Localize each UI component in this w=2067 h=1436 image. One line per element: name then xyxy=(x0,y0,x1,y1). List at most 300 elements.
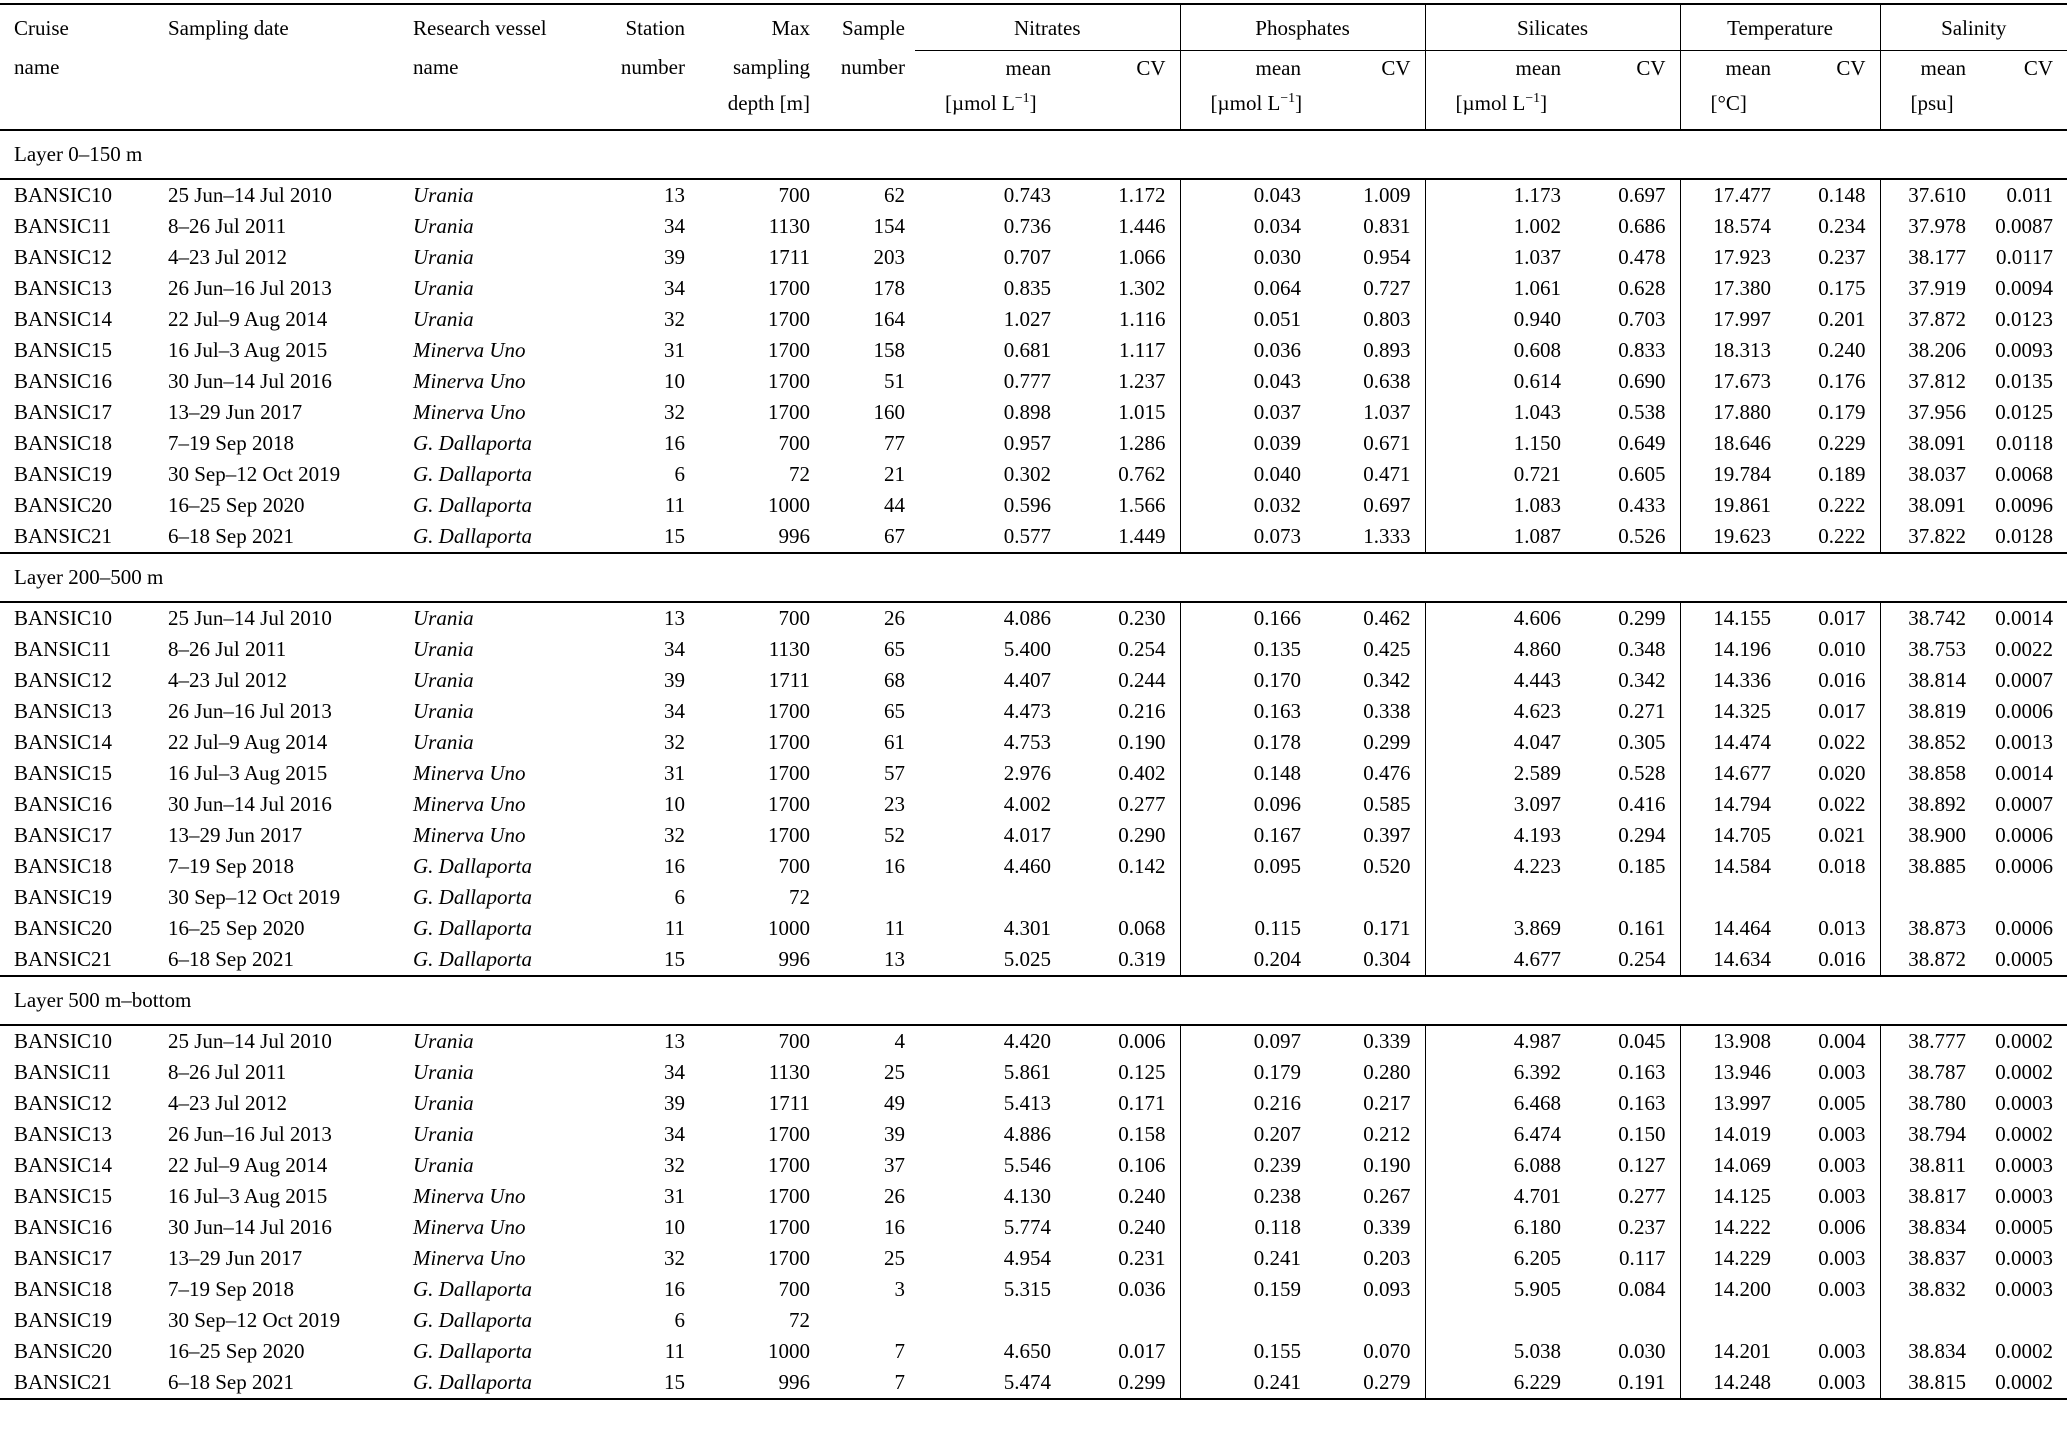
cell-cruise-name: BANSIC11 xyxy=(14,214,112,238)
cell-nitrates-mean: 5.413 xyxy=(1003,1091,1051,1115)
cell-temperature-cv: 0.175 xyxy=(1818,276,1866,300)
cell-temperature-mean xyxy=(1680,882,1785,913)
cell-nitrates-cv: 0.402 xyxy=(1118,761,1166,785)
header-station-number: number xyxy=(620,55,685,79)
header-row-units xyxy=(0,88,2067,130)
cell-nitrates-cv: 0.142 xyxy=(1118,854,1166,878)
cell-temperature-mean: 17.923 xyxy=(1680,242,1785,273)
cell-salinity-mean: 37.812 xyxy=(1880,366,1980,397)
cell-salinity-mean: 38.832 xyxy=(1880,1274,1980,1305)
cell-temperature-cv: 0.003 xyxy=(1818,1122,1866,1146)
cell-station-number: 31 xyxy=(664,338,685,362)
cell-station-number: 16 xyxy=(664,431,685,455)
cell-sample-number: 25 xyxy=(884,1246,905,1270)
section-row xyxy=(0,553,2067,602)
table-row xyxy=(0,882,2067,913)
cell-station-number: 31 xyxy=(664,1184,685,1208)
cell-phosphates-mean: 0.135 xyxy=(1180,634,1315,665)
cell-station-number: 16 xyxy=(664,1277,685,1301)
cell-phosphates-mean: 0.159 xyxy=(1180,1274,1315,1305)
cell-max-depth: 1130 xyxy=(768,214,810,238)
cell-vessel-name: G. Dallaporta xyxy=(413,1339,533,1363)
cell-station-number: 32 xyxy=(664,307,685,331)
cell-phosphates-cv: 0.520 xyxy=(1363,854,1411,878)
cell-vessel-name: G. Dallaporta xyxy=(413,524,533,548)
cell-nitrates-mean: 4.407 xyxy=(1003,668,1051,692)
cell-temperature-mean: 19.784 xyxy=(1680,459,1785,490)
cell-salinity-cv: 0.0128 xyxy=(1995,524,2054,548)
cell-phosphates-mean: 0.040 xyxy=(1180,459,1315,490)
cell-cruise-name: BANSIC21 xyxy=(14,947,113,971)
cell-max-depth: 1711 xyxy=(768,245,810,269)
cell-max-depth: 1130 xyxy=(768,1060,810,1084)
cell-temperature-cv: 0.004 xyxy=(1818,1029,1866,1053)
table-row xyxy=(0,789,2067,820)
cell-sample-number: 61 xyxy=(884,730,905,754)
cell-cruise-name: BANSIC13 xyxy=(14,1122,113,1146)
section-title: Layer 200–500 m xyxy=(0,553,2067,602)
cell-nitrates-cv: 0.230 xyxy=(1118,606,1166,630)
cell-salinity-mean: 38.834 xyxy=(1880,1212,1980,1243)
cell-phosphates-mean: 0.179 xyxy=(1180,1057,1315,1088)
cell-station-number: 34 xyxy=(664,1060,685,1084)
cell-max-depth: 72 xyxy=(789,462,810,486)
header-silicates-cv: CV xyxy=(1636,55,1666,80)
cell-phosphates-mean: 0.118 xyxy=(1180,1212,1315,1243)
header-empty xyxy=(0,88,160,130)
cell-nitrates-mean: 4.460 xyxy=(1003,854,1051,878)
cell-silicates-cv: 0.150 xyxy=(1618,1122,1666,1146)
table-row xyxy=(0,1274,2067,1305)
cell-silicates-cv: 0.299 xyxy=(1618,606,1666,630)
cell-nitrates-cv: 1.286 xyxy=(1118,431,1166,455)
cell-vessel-name: Urania xyxy=(413,307,474,331)
cell-station-number: 11 xyxy=(664,493,685,517)
cell-nitrates-mean: 2.976 xyxy=(1003,761,1051,785)
cell-silicates-cv: 0.271 xyxy=(1618,699,1666,723)
cell-max-depth: 996 xyxy=(778,524,810,548)
cell-nitrates-cv: 0.290 xyxy=(1118,823,1166,847)
cell-silicates-mean: 5.905 xyxy=(1425,1274,1575,1305)
cell-sample-number: 26 xyxy=(884,606,905,630)
cell-salinity-cv: 0.0003 xyxy=(1995,1091,2054,1115)
cell-salinity-mean: 38.873 xyxy=(1880,913,1980,944)
cell-nitrates-cv: 1.446 xyxy=(1118,214,1166,238)
cell-temperature-cv: 0.016 xyxy=(1818,947,1866,971)
cell-temperature-mean: 19.623 xyxy=(1680,521,1785,553)
cell-max-depth: 1700 xyxy=(768,400,810,424)
cell-salinity-cv: 0.0013 xyxy=(1995,730,2054,754)
cell-silicates-cv: 0.628 xyxy=(1618,276,1666,300)
cell-phosphates-mean: 0.036 xyxy=(1180,335,1315,366)
cell-silicates-cv: 0.161 xyxy=(1618,916,1666,940)
cell-phosphates-cv: 0.471 xyxy=(1363,462,1411,486)
cell-temperature-cv: 0.003 xyxy=(1818,1370,1866,1394)
cell-temperature-mean: 13.946 xyxy=(1680,1057,1785,1088)
cell-temperature-cv: 0.017 xyxy=(1818,699,1866,723)
cell-max-depth: 1700 xyxy=(768,823,810,847)
cell-salinity-mean: 37.610 xyxy=(1880,179,1980,211)
cell-salinity-cv: 0.0006 xyxy=(1995,823,2054,847)
cell-temperature-cv: 0.003 xyxy=(1818,1246,1866,1270)
cell-salinity-cv: 0.0135 xyxy=(1995,369,2054,393)
cell-phosphates-cv: 0.697 xyxy=(1363,493,1411,517)
table-row xyxy=(0,1119,2067,1150)
cell-cruise-name: BANSIC11 xyxy=(14,1060,112,1084)
cell-salinity-cv: 0.0094 xyxy=(1995,276,2054,300)
cell-silicates-cv: 0.416 xyxy=(1618,792,1666,816)
cell-salinity-mean: 38.815 xyxy=(1880,1367,1980,1399)
cell-salinity-cv: 0.011 xyxy=(2006,183,2054,207)
cell-sample-number: 7 xyxy=(894,1339,905,1363)
header-group-salinity: Salinity xyxy=(1880,4,2067,50)
cell-nitrates-cv: 0.125 xyxy=(1118,1060,1166,1084)
cell-temperature-cv: 0.237 xyxy=(1818,245,1866,269)
cell-phosphates-mean: 0.097 xyxy=(1180,1025,1315,1057)
cell-temperature-mean: 14.677 xyxy=(1680,758,1785,789)
cell-vessel-name: Minerva Uno xyxy=(413,400,526,424)
cell-temperature-cv: 0.234 xyxy=(1818,214,1866,238)
cell-silicates-cv: 0.163 xyxy=(1618,1091,1666,1115)
cell-salinity-cv: 0.0003 xyxy=(1995,1184,2054,1208)
cell-nitrates-cv: 0.036 xyxy=(1118,1277,1166,1301)
cell-nitrates-cv: 0.277 xyxy=(1118,792,1166,816)
cell-nitrates-mean: 5.774 xyxy=(1003,1215,1051,1239)
cell-silicates-mean: 6.180 xyxy=(1425,1212,1575,1243)
cell-max-depth: 1700 xyxy=(768,1184,810,1208)
cell-nitrates-cv: 1.066 xyxy=(1118,245,1166,269)
cell-vessel-name: Urania xyxy=(413,668,474,692)
cell-silicates-mean: 6.468 xyxy=(1425,1088,1575,1119)
cell-nitrates-mean: 0.736 xyxy=(1003,214,1051,238)
cell-temperature-mean: 14.584 xyxy=(1680,851,1785,882)
table-row xyxy=(0,820,2067,851)
cell-station-number: 39 xyxy=(664,245,685,269)
cell-nitrates-cv: 1.449 xyxy=(1118,524,1166,548)
cell-sample-number xyxy=(820,882,915,913)
cruise-data-table xyxy=(0,3,2067,1400)
table-row xyxy=(0,490,2067,521)
cell-silicates-cv: 0.084 xyxy=(1618,1277,1666,1301)
cell-sampling-date: 16 Jul–3 Aug 2015 xyxy=(168,338,328,362)
table-row xyxy=(0,1305,2067,1336)
cell-max-depth: 1000 xyxy=(768,493,810,517)
cell-station-number: 6 xyxy=(674,885,685,909)
cell-sample-number: 3 xyxy=(894,1277,905,1301)
cell-salinity-mean: 38.885 xyxy=(1880,851,1980,882)
cell-sample-number: 23 xyxy=(884,792,905,816)
cell-vessel-name: G. Dallaporta xyxy=(413,1308,533,1332)
cell-nitrates-cv: 1.172 xyxy=(1118,183,1166,207)
cell-salinity-mean: 38.206 xyxy=(1880,335,1980,366)
cell-sampling-date: 8–26 Jul 2011 xyxy=(168,1060,287,1084)
table-row xyxy=(0,242,2067,273)
cell-phosphates-cv: 0.342 xyxy=(1363,668,1411,692)
cell-nitrates-cv xyxy=(1065,1305,1180,1336)
cell-sample-number: 178 xyxy=(873,276,905,300)
cell-salinity-mean: 38.858 xyxy=(1880,758,1980,789)
cell-temperature-mean: 18.574 xyxy=(1680,211,1785,242)
cell-station-number: 32 xyxy=(664,400,685,424)
cell-sample-number: 164 xyxy=(873,307,905,331)
cell-cruise-name: BANSIC19 xyxy=(14,1308,113,1332)
cell-vessel-name: Urania xyxy=(413,1122,474,1146)
cell-silicates-mean: 6.392 xyxy=(1425,1057,1575,1088)
table-row xyxy=(0,304,2067,335)
cell-silicates-cv: 0.030 xyxy=(1618,1339,1666,1363)
cell-sample-number: 25 xyxy=(884,1060,905,1084)
cell-salinity-mean: 38.787 xyxy=(1880,1057,1980,1088)
cell-nitrates-cv: 0.299 xyxy=(1118,1370,1166,1394)
header-salinity-cv: CV xyxy=(2023,55,2054,80)
cell-silicates-cv: 0.605 xyxy=(1618,462,1666,486)
cell-vessel-name: Urania xyxy=(413,245,474,269)
cell-nitrates-cv: 0.319 xyxy=(1118,947,1166,971)
cell-temperature-mean: 14.200 xyxy=(1680,1274,1785,1305)
cell-sample-number: 160 xyxy=(873,400,905,424)
cell-station-number: 6 xyxy=(674,462,685,486)
header-sample-number: number xyxy=(840,55,905,79)
cell-sampling-date: 13–29 Jun 2017 xyxy=(168,400,303,424)
cell-nitrates-mean: 0.835 xyxy=(1003,276,1051,300)
cell-nitrates-cv: 0.244 xyxy=(1118,668,1166,692)
cell-station-number: 32 xyxy=(664,823,685,847)
cell-temperature-mean: 14.474 xyxy=(1680,727,1785,758)
cell-cruise-name: BANSIC19 xyxy=(14,462,113,486)
cell-phosphates-cv: 0.279 xyxy=(1363,1370,1411,1394)
cell-sample-number: 39 xyxy=(884,1122,905,1146)
cell-silicates-mean: 4.443 xyxy=(1425,665,1575,696)
cell-silicates-mean: 1.173 xyxy=(1425,179,1575,211)
cell-temperature-cv: 0.189 xyxy=(1818,462,1866,486)
cell-vessel-name: G. Dallaporta xyxy=(413,493,533,517)
cell-sampling-date: 22 Jul–9 Aug 2014 xyxy=(168,730,328,754)
cell-cruise-name: BANSIC16 xyxy=(14,369,113,393)
cell-silicates-cv: 0.703 xyxy=(1618,307,1666,331)
cell-sampling-date: 25 Jun–14 Jul 2010 xyxy=(168,183,332,207)
cell-temperature-cv xyxy=(1785,1305,1880,1336)
cell-silicates-mean: 1.002 xyxy=(1425,211,1575,242)
cell-sampling-date: 16–25 Sep 2020 xyxy=(168,493,305,517)
cell-temperature-cv: 0.148 xyxy=(1818,183,1866,207)
cell-max-depth: 1700 xyxy=(768,730,810,754)
cell-temperature-cv: 0.176 xyxy=(1818,369,1866,393)
cell-nitrates-cv: 0.231 xyxy=(1118,1246,1166,1270)
cell-phosphates-mean: 0.170 xyxy=(1180,665,1315,696)
cell-phosphates-cv: 0.299 xyxy=(1363,730,1411,754)
header-phosphates-cv: CV xyxy=(1381,55,1411,80)
cell-temperature-cv: 0.222 xyxy=(1818,493,1866,517)
cell-temperature-mean: 17.477 xyxy=(1680,179,1785,211)
cell-salinity-mean: 38.834 xyxy=(1880,1336,1980,1367)
cell-silicates-cv: 0.478 xyxy=(1618,245,1666,269)
table-row xyxy=(0,1367,2067,1399)
cell-temperature-cv: 0.018 xyxy=(1818,854,1866,878)
cell-silicates-cv xyxy=(1575,1305,1680,1336)
cell-station-number: 31 xyxy=(664,761,685,785)
cell-phosphates-cv: 1.037 xyxy=(1363,400,1411,424)
cell-silicates-cv: 0.254 xyxy=(1618,947,1666,971)
cell-temperature-cv: 0.017 xyxy=(1818,606,1866,630)
cell-phosphates-cv: 0.212 xyxy=(1363,1122,1411,1146)
cell-max-depth: 1711 xyxy=(768,668,810,692)
cell-silicates-cv: 0.833 xyxy=(1618,338,1666,362)
cell-station-number: 13 xyxy=(664,1029,685,1053)
cell-salinity-mean: 38.794 xyxy=(1880,1119,1980,1150)
cell-phosphates-mean: 0.064 xyxy=(1180,273,1315,304)
table-row xyxy=(0,758,2067,789)
cell-phosphates-mean: 0.030 xyxy=(1180,242,1315,273)
cell-temperature-cv: 0.229 xyxy=(1818,431,1866,455)
cell-sampling-date: 30 Jun–14 Jul 2016 xyxy=(168,369,332,393)
cell-sample-number: 21 xyxy=(884,462,905,486)
cell-salinity-mean: 38.814 xyxy=(1880,665,1980,696)
cell-nitrates-mean: 4.017 xyxy=(1003,823,1051,847)
cell-vessel-name: Minerva Uno xyxy=(413,1215,526,1239)
cell-vessel-name: G. Dallaporta xyxy=(413,431,533,455)
cell-nitrates-mean: 4.002 xyxy=(1003,792,1051,816)
cell-phosphates-mean: 0.095 xyxy=(1180,851,1315,882)
cell-silicates-cv: 0.191 xyxy=(1618,1370,1666,1394)
cell-temperature-mean: 14.705 xyxy=(1680,820,1785,851)
cell-sampling-date: 8–26 Jul 2011 xyxy=(168,214,287,238)
header-group-temperature: Temperature xyxy=(1680,4,1880,50)
cell-nitrates-mean: 0.777 xyxy=(1003,369,1051,393)
cell-cruise-name: BANSIC12 xyxy=(14,245,113,269)
cell-silicates-mean: 1.043 xyxy=(1425,397,1575,428)
cell-nitrates-mean: 0.302 xyxy=(1003,462,1051,486)
header-row-groups xyxy=(0,4,2067,50)
cell-silicates-mean: 4.606 xyxy=(1425,602,1575,634)
cell-station-number: 13 xyxy=(664,183,685,207)
cell-sampling-date: 22 Jul–9 Aug 2014 xyxy=(168,307,328,331)
cell-phosphates-cv: 0.893 xyxy=(1363,338,1411,362)
header-group-phosphates: Phosphates xyxy=(1180,4,1425,50)
cell-cruise-name: BANSIC14 xyxy=(14,730,113,754)
table-row xyxy=(0,851,2067,882)
cell-silicates-cv: 0.277 xyxy=(1618,1184,1666,1208)
cell-silicates-mean: 4.623 xyxy=(1425,696,1575,727)
cell-max-depth: 1700 xyxy=(768,1215,810,1239)
cell-max-depth: 1700 xyxy=(768,1153,810,1177)
cell-max-depth: 1700 xyxy=(768,369,810,393)
header-nitrates-mean: mean xyxy=(1005,55,1051,80)
cell-temperature-cv: 0.201 xyxy=(1818,307,1866,331)
cell-nitrates-mean: 0.707 xyxy=(1003,245,1051,269)
cell-phosphates-cv: 0.203 xyxy=(1363,1246,1411,1270)
table-row xyxy=(0,1181,2067,1212)
header-station: Station xyxy=(625,16,685,40)
table-row xyxy=(0,211,2067,242)
cell-nitrates-mean: 0.681 xyxy=(1003,338,1051,362)
cell-vessel-name: Urania xyxy=(413,637,474,661)
cell-max-depth: 700 xyxy=(778,606,810,630)
cell-nitrates-cv: 1.237 xyxy=(1118,369,1166,393)
cell-phosphates-mean: 0.039 xyxy=(1180,428,1315,459)
cell-sampling-date: 25 Jun–14 Jul 2010 xyxy=(168,1029,332,1053)
cell-max-depth: 72 xyxy=(789,885,810,909)
cell-temperature-mean: 17.380 xyxy=(1680,273,1785,304)
cell-cruise-name: BANSIC20 xyxy=(14,1339,113,1363)
cell-sampling-date: 16–25 Sep 2020 xyxy=(168,1339,305,1363)
cell-nitrates-mean: 4.650 xyxy=(1003,1339,1051,1363)
cell-max-depth: 1700 xyxy=(768,761,810,785)
cell-nitrates-cv xyxy=(1065,882,1180,913)
cell-vessel-name: Urania xyxy=(413,1091,474,1115)
cell-max-depth: 996 xyxy=(778,1370,810,1394)
cell-sample-number: 13 xyxy=(884,947,905,971)
section-row xyxy=(0,130,2067,179)
cell-nitrates-mean: 0.577 xyxy=(1003,524,1051,548)
cell-temperature-mean: 14.794 xyxy=(1680,789,1785,820)
cell-silicates-mean: 4.677 xyxy=(1425,944,1575,976)
cell-sample-number: 4 xyxy=(894,1029,905,1053)
cell-nitrates-mean: 4.420 xyxy=(1003,1029,1051,1053)
cell-max-depth: 1711 xyxy=(768,1091,810,1115)
cell-sampling-date: 16 Jul–3 Aug 2015 xyxy=(168,761,328,785)
cell-cruise-name: BANSIC17 xyxy=(14,400,113,424)
header-depth-unit: depth [m] xyxy=(727,91,810,115)
cell-nitrates-mean: 4.886 xyxy=(1003,1122,1051,1146)
cell-sample-number: 16 xyxy=(884,854,905,878)
cell-temperature-mean: 14.196 xyxy=(1680,634,1785,665)
cell-phosphates-mean: 0.034 xyxy=(1180,211,1315,242)
cell-phosphates-mean: 0.216 xyxy=(1180,1088,1315,1119)
cell-silicates-mean xyxy=(1425,1305,1575,1336)
cell-phosphates-cv: 0.954 xyxy=(1363,245,1411,269)
cell-phosphates-mean: 0.204 xyxy=(1180,944,1315,976)
header-phosphates-unit: [µmol $L^{-1}$] xyxy=(1180,88,1425,130)
cell-sampling-date: 4–23 Jul 2012 xyxy=(168,245,288,269)
cell-temperature-cv: 0.020 xyxy=(1818,761,1866,785)
cell-phosphates-cv: 0.190 xyxy=(1363,1153,1411,1177)
cell-salinity-cv: 0.0003 xyxy=(1995,1153,2054,1177)
cell-temperature-mean: 17.673 xyxy=(1680,366,1785,397)
cell-nitrates-cv: 0.240 xyxy=(1118,1184,1166,1208)
cell-silicates-mean: 0.614 xyxy=(1425,366,1575,397)
cell-silicates-cv: 0.348 xyxy=(1618,637,1666,661)
cell-sample-number: 65 xyxy=(884,637,905,661)
cell-nitrates-cv: 0.006 xyxy=(1118,1029,1166,1053)
cell-salinity-cv: 0.0125 xyxy=(1995,400,2054,424)
cell-max-depth: 1700 xyxy=(768,699,810,723)
header-research-vessel: Research vessel xyxy=(413,16,547,40)
cell-silicates-mean: 4.701 xyxy=(1425,1181,1575,1212)
cell-sampling-date: 30 Sep–12 Oct 2019 xyxy=(168,462,341,486)
cell-sample-number: 158 xyxy=(873,338,905,362)
header-empty xyxy=(610,88,695,130)
cell-silicates-mean: 3.097 xyxy=(1425,789,1575,820)
cell-salinity-mean xyxy=(1880,882,1980,913)
cell-nitrates-cv: 0.158 xyxy=(1118,1122,1166,1146)
cell-max-depth: 1000 xyxy=(768,916,810,940)
cell-max-depth: 700 xyxy=(778,183,810,207)
cell-nitrates-mean: 4.753 xyxy=(1003,730,1051,754)
cell-salinity-cv: 0.0007 xyxy=(1995,792,2054,816)
cell-phosphates-cv: 0.267 xyxy=(1363,1184,1411,1208)
cell-silicates-mean: 3.869 xyxy=(1425,913,1575,944)
cell-silicates-cv: 0.127 xyxy=(1618,1153,1666,1177)
cell-phosphates-mean: 0.239 xyxy=(1180,1150,1315,1181)
cell-silicates-mean: 1.061 xyxy=(1425,273,1575,304)
cell-temperature-cv: 0.179 xyxy=(1818,400,1866,424)
section-row xyxy=(0,976,2067,1025)
cell-salinity-cv: 0.0123 xyxy=(1995,307,2054,331)
cell-temperature-cv: 0.016 xyxy=(1818,668,1866,692)
cell-salinity-cv: 0.0022 xyxy=(1995,637,2054,661)
cell-salinity-cv: 0.0003 xyxy=(1995,1277,2054,1301)
cell-silicates-mean: 4.223 xyxy=(1425,851,1575,882)
